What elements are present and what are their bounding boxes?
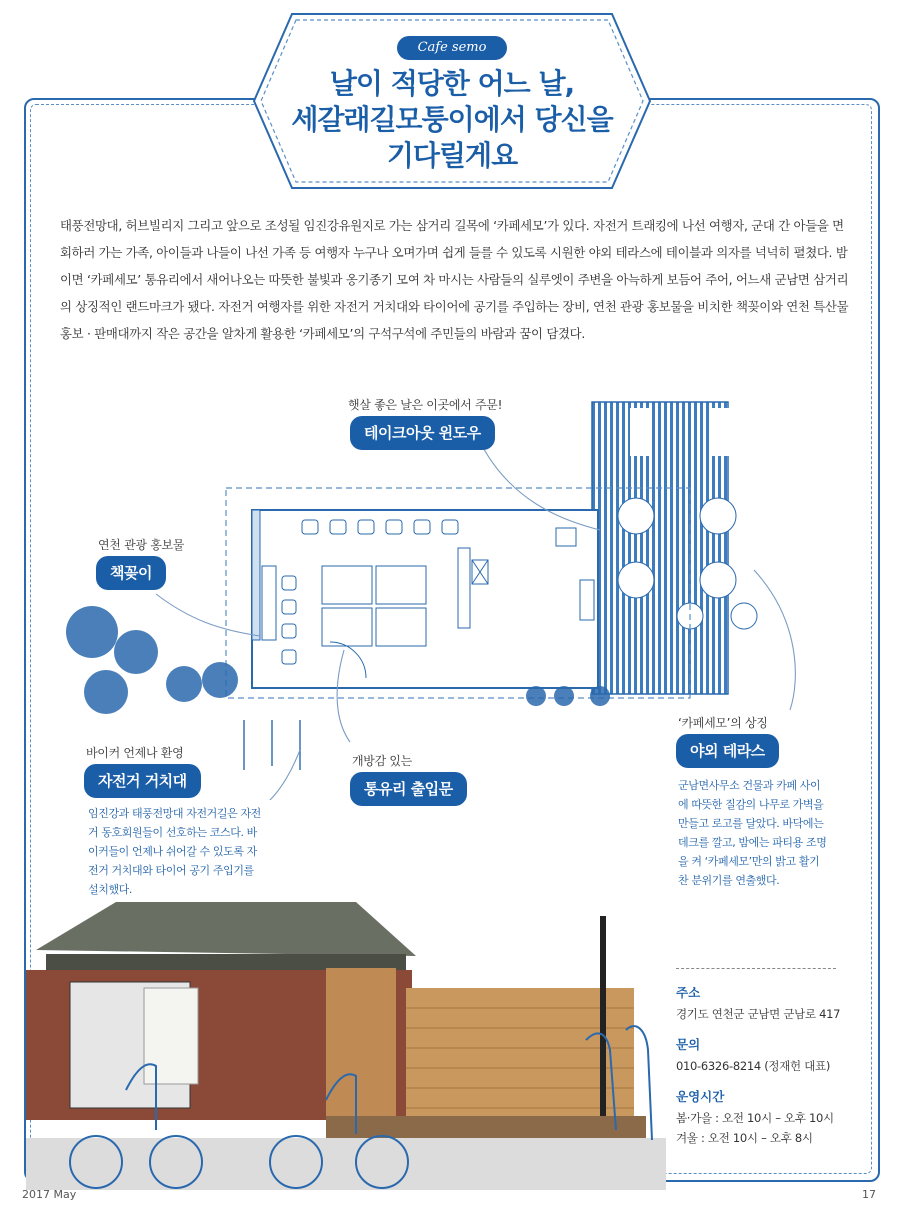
title-line-2: 세갈래길모퉁이에서 당신을: [291, 103, 613, 136]
bike-rack-label: 자전거 거치대: [84, 764, 201, 798]
intro-paragraph: 태풍전망대, 허브빌리지 그리고 앞으로 조성될 임진강유원지로 가는 삼거리 길목에 ‘카페세모’가 있다. 자전거 트래킹에 나선 여행자, 군대 간 아들을 면회하러 가는 가족, 아이들과 나들이 나선 가족 등 여행자 누구나 오며가며 쉽게 들를 수 있도록 시원한 야외 테라스에 테이블과 의자를 넉넉히 펼쳤다. 밤이면 ‘카페세모’ 통유리에서 새어나오는 따뜻한 불빛과 옹기종기 모여 차 마시는 사람들의 실루엣이 주변을 아늑하게 보듬어 주어, 어느새 군남면 삼거리의 상징적인 랜드마크가 됐다. 자전거 여행자를 위한 자전거 거치대와 타이어에 공기를 주입하는 장비, 연천 관광 홍보물을 비치한 책꽂이와 연천 특산물 홍보 · 판매대까지 작은 공간을 알차게 활용한 ‘카페세모’의 구석구석에 주민들의 바람과 꿈이 담겼다.: [60, 218, 849, 341]
page-title: [252, 66, 652, 174]
hours-winter: 겨울 : 오전 10시 – 오후 8시: [676, 1131, 813, 1145]
address-heading: 주소: [676, 985, 701, 1000]
glass-door-label: 통유리 출입문: [350, 772, 467, 806]
info-divider: [676, 968, 836, 969]
bookshelf-subtitle: 연천 관광 홍보물: [98, 538, 185, 552]
title-line-3: 기다릴게요: [386, 139, 518, 172]
bike-rack-description: 임진강과 태풍전망대 자전거길은 자전거 동호회원들이 선호하는 코스다. 바이커들이 언제나 쉬어갈 수 있도록 자전거 거치대와 타이어 공기 주입기를 설치했다.: [88, 807, 261, 896]
floor-plan: [40, 380, 860, 800]
takeout-subtitle: 햇살 좋은 날은 이곳에서 주문!: [348, 398, 503, 412]
cafe-building-illustration: [26, 890, 666, 1190]
title-line-1: 날이 적당한 어느 날,: [329, 67, 575, 100]
bookshelf-label: 책꽂이: [96, 556, 166, 590]
terrace-subtitle: ‘카페세모’의 상징: [678, 716, 768, 730]
cafe-photo: [26, 890, 666, 1190]
contact-value: 010-6326-8214 (정재헌 대표): [676, 1059, 831, 1073]
page-number: 17: [862, 1188, 876, 1201]
contact-info: [676, 968, 841, 1147]
footer-issue: 2017 May: [22, 1188, 77, 1201]
bike-rack-subtitle: 바이커 언제나 환영: [86, 746, 184, 760]
hours-spring-fall: 봄·가을 : 오전 10시 – 오후 10시: [676, 1111, 834, 1125]
brand-tag: Cafe semo: [397, 36, 507, 60]
terrace-label: 야외 테라스: [676, 734, 779, 768]
address-value: 경기도 연천군 군남면 군남로 417: [676, 1007, 841, 1021]
takeout-window-label: 테이크아웃 윈도우: [350, 416, 495, 450]
terrace-description: 군남면사무소 건물과 카페 사이에 따뜻한 질감의 나무로 가벽을 만들고 로고를 달았다. 바닥에는 데크를 깔고, 밤에는 파티용 조명을 켜 ‘카페세모’만의 밝고 활기찬 분위기를 연출했다.: [678, 779, 827, 887]
title-badge: [252, 10, 652, 192]
glass-door-subtitle: 개방감 있는: [352, 754, 412, 768]
contact-heading: 문의: [676, 1037, 701, 1052]
hours-heading: 운영시간: [676, 1089, 725, 1104]
